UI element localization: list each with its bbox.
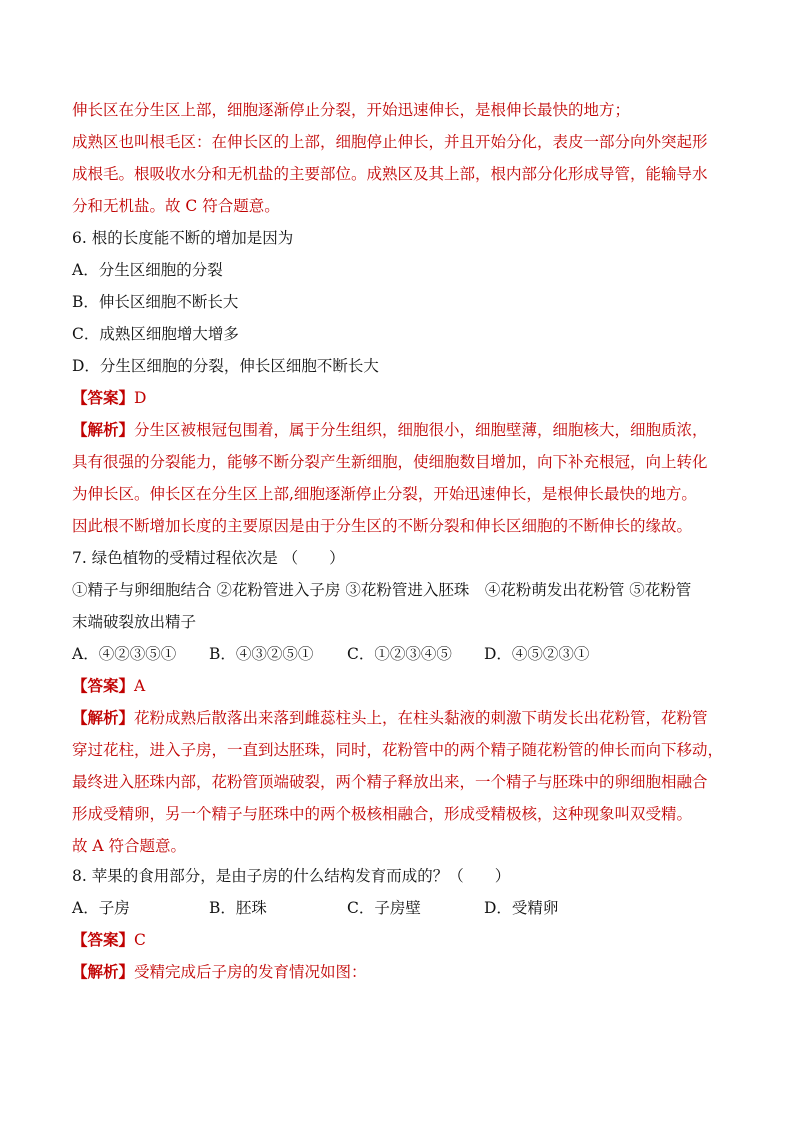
analysis-text: 花粉成熟后散落出来落到雌蕊柱头上，在柱头黏液的刺激下萌发长出花粉管，花粉管: [134, 709, 708, 727]
prev-explanation-line-3: 成根毛。根吸收水分和无机盐的主要部位。成熟区及其上部，根内部分化形成导管，能输导水: [72, 165, 708, 183]
question-8-stem: 8. 苹果的食用部分，是由子房的什么结构发育而成的？（ ）: [72, 867, 511, 885]
question-7-option-a: A．④②③⑤①: [72, 645, 177, 663]
question-7-analysis-line-5: 故 A 符合题意。: [72, 837, 187, 855]
question-6-analysis-line-1: [72, 420, 708, 440]
analysis-text: 受精完成后子房的发育情况如图：: [134, 963, 367, 981]
question-7-analysis-line-1: [72, 708, 708, 728]
question-7-analysis-line-3: 最终进入胚珠内部，花粉管顶端破裂，两个精子释放出来，一个精子与胚珠中的卵细胞相融合: [72, 773, 708, 791]
analysis-tag: 【解析】: [72, 420, 135, 439]
question-7-items-line-1: ①精子与卵细胞结合 ②花粉管进入子房 ③花粉管进入胚珠 ④花粉萌发出花粉管 ⑤花粉管: [72, 581, 692, 599]
prev-explanation-line-2: 成熟区也叫根毛区：在伸长区的上部，细胞停止伸长，并且开始分化，表皮一部分向外突起形: [72, 133, 708, 151]
prev-explanation-line-4: 分和无机盐。故 C 符合题意。: [72, 197, 280, 215]
question-7-option-d: D．④⑤②③①: [484, 645, 590, 663]
question-7-stem: 7. 绿色植物的受精过程依次是 （ ）: [72, 549, 345, 567]
question-7-options: [72, 644, 589, 664]
analysis-text: 分生区被根冠包围着，属于分生组织，细胞很小，细胞壁薄，细胞核大，细胞质浓，: [134, 421, 708, 439]
question-6-option-b: B．伸长区细胞不断长大: [72, 293, 239, 311]
answer-value: D: [134, 389, 147, 407]
question-6-analysis-line-4: 因此根不断增加长度的主要原因是由于分生区的不断分裂和伸长区细胞的不断伸长的缘故。: [72, 517, 693, 535]
answer-value: C: [134, 931, 146, 949]
question-8-option-a: A．子房: [72, 899, 130, 917]
prev-explanation-line-1: 伸长区在分生区上部，细胞逐渐停止分裂，开始迅速伸长，是根伸长最快的地方；: [72, 101, 631, 119]
question-6-answer: [72, 388, 146, 408]
question-8-option-c: C．子房壁: [347, 899, 421, 917]
question-8-analysis-line-1: [72, 962, 367, 982]
question-6-option-a: A．分生区细胞的分裂: [72, 261, 223, 279]
question-6-stem: 6. 根的长度能不断的增加是因为: [72, 229, 294, 247]
question-7-answer: [72, 676, 145, 696]
question-6-analysis-line-2: 具有很强的分裂能力，能够不断分裂产生新细胞，使细胞数目增加，向下补充根冠，向上转化: [72, 453, 708, 471]
question-7-analysis-line-2: 穿过花柱，进入子房，一直到达胚珠，同时，花粉管中的两个精子随花粉管的伸长而向下移动，: [72, 741, 724, 759]
answer-tag: 【答案】: [72, 388, 135, 407]
question-6-analysis-line-3: 为伸长区。伸长区在分生区上部,细胞逐渐停止分裂，开始迅速伸长，是根伸长最快的地方。: [72, 485, 697, 503]
answer-tag: 【答案】: [72, 676, 135, 695]
question-8-option-d: D．受精卵: [484, 899, 559, 917]
question-7-items-line-2: 末端破裂放出精子: [72, 613, 197, 631]
question-8-option-b: B．胚珠: [209, 899, 267, 917]
question-7-option-b: B．④③②⑤①: [209, 645, 314, 663]
answer-tag: 【答案】: [72, 930, 135, 949]
question-8-options: [72, 898, 558, 918]
question-7-analysis-line-4: 形成受精卵，另一个精子与胚珠中的两个极核相融合，形成受精极核，这种现象叫双受精。: [72, 805, 693, 823]
question-6-option-c: C．成熟区细胞增大增多: [72, 325, 239, 343]
question-6-option-d: D．分生区细胞的分裂，伸长区细胞不断长大: [72, 357, 379, 375]
analysis-tag: 【解析】: [72, 708, 135, 727]
analysis-tag: 【解析】: [72, 962, 135, 981]
question-7-option-c: C．①②③④⑤: [347, 645, 452, 663]
question-8-answer: [72, 930, 146, 950]
answer-value: A: [134, 677, 146, 695]
